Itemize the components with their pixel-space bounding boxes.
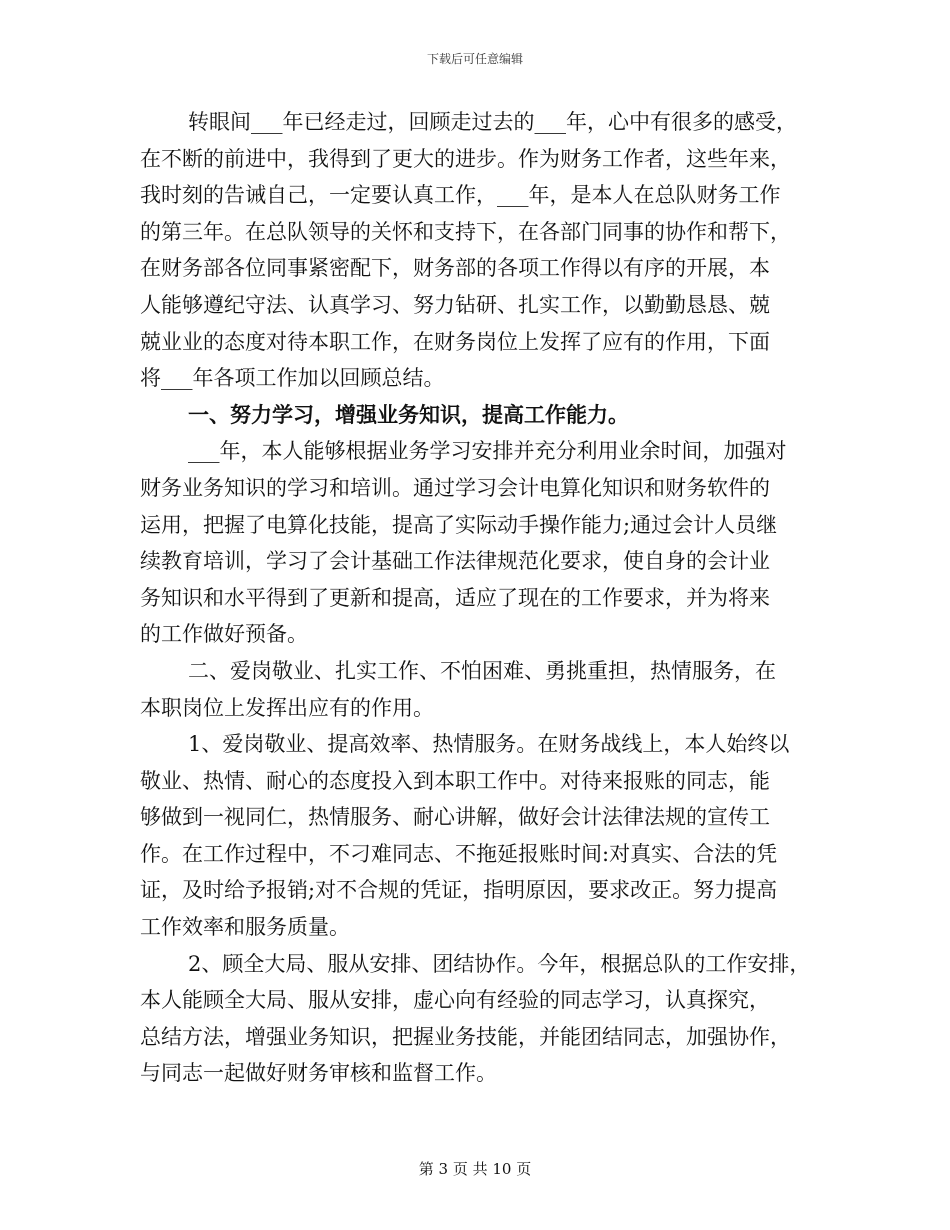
text-line: 务知识和水平得到了更新和提高，适应了现在的工作要求，并为将来 (140, 585, 770, 610)
text-line: 本职岗位上发挥出应有的作用。 (140, 695, 434, 720)
text-line: 够做到一视同仁，热情服务、耐心讲解，做好会计法律法规的宣传工 (140, 805, 770, 830)
text-line: 兢业业的态度对待本职工作，在财务岗位上发挥了应有的作用，下面 (140, 329, 770, 354)
text-line: 总结方法，增强业务知识，把握业务技能，并能团结同志，加强协作， (140, 1024, 791, 1049)
paragraph-item-2 (140, 946, 820, 1092)
text-line: 的工作做好预备。 (140, 622, 308, 647)
text-line: 转眼间___年已经走过，回顾走过去的___年，心中有很多的感受， (188, 110, 797, 134)
text-line: 2、顾全大局、服从安排、团结协作。今年，根据总队的工作安排， (188, 951, 811, 976)
paragraph-intro (140, 104, 820, 397)
document-body (140, 104, 820, 1092)
section-heading-2 (140, 653, 820, 726)
paragraph-study (140, 433, 820, 653)
text-line: 证，及时给予报销;对不合规的凭证，指明原因，要求改正。努力提高 (140, 878, 778, 903)
text-line: 人能够遵纪守法、认真学习、努力钻研、扎实工作，以勤勤恳恳、兢 (140, 292, 770, 317)
text-line: 将___年各项工作加以回顾总结。 (140, 366, 445, 391)
text-line: 本人能顾全大局、服从安排，虚心向有经验的同志学习，认真探究， (140, 988, 770, 1013)
text-line: 续教育培训，学习了会计基础工作法律规范化要求，使自身的会计业 (140, 549, 770, 574)
text-line: 工作效率和服务质量。 (140, 915, 350, 940)
text-line: 敬业、热情、耐心的态度投入到本职工作中。对待来报账的同志，能 (140, 768, 770, 793)
page-footer: 第 3 页 共 10 页 (418, 1160, 532, 1178)
heading-line: 一、努力学习，增强业务知识，提高工作能力。 (188, 401, 629, 427)
text-line: 财务业务知识的学习和培训。通过学习会计电算化知识和财务软件的 (140, 475, 770, 500)
paragraph-item-1 (140, 726, 820, 946)
section-heading-1 (140, 397, 820, 434)
text-line: 作。在工作过程中，不刁难同志、不拖延报账时间:对真实、合法的凭 (140, 841, 778, 866)
text-line: 的第三年。在总队领导的关怀和支持下，在各部门同事的协作和帮下， (140, 219, 791, 244)
text-line: 在不断的前进中，我得到了更大的进步。作为财务工作者，这些年来， (140, 146, 791, 171)
text-line: 运用，把握了电算化技能，提高了实际动手操作能力;通过会计人员继 (140, 512, 778, 537)
text-line: ___年，本人能够根据业务学习安排并充分利用业余时间，加强对 (188, 439, 787, 464)
page-header: 下载后可任意编辑 (426, 52, 523, 66)
text-line: 1、爱岗敬业、提高效率、热情服务。在财务战线上，本人始终以 (188, 732, 790, 757)
text-line: 与同志一起做好财务审核和监督工作。 (140, 1061, 497, 1086)
text-line: 二、爱岗敬业、扎实工作、不怕困难、勇挑重担，热情服务，在 (188, 658, 776, 683)
text-line: 我时刻的告诫自己，一定要认真工作，___年，是本人在总队财务工作 (140, 183, 781, 208)
text-line: 在财务部各位同事紧密配下，财务部的各项工作得以有序的开展，本 (140, 256, 770, 281)
